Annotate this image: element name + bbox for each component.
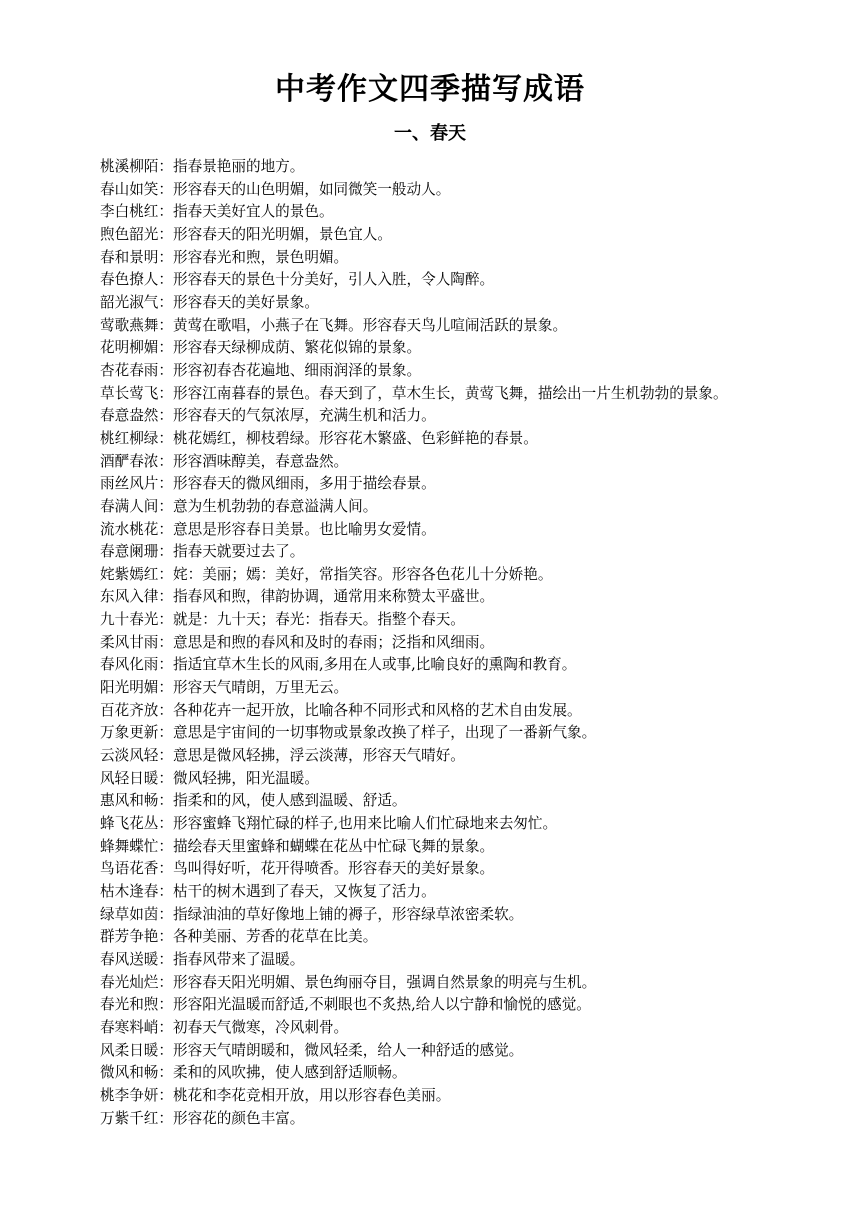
idiom-definition: 形容初春杏花遍地、细雨润泽的景象。 <box>173 361 422 379</box>
idiom-term: 春山如笑 <box>100 180 159 198</box>
idiom-definition: 形容春天的美好景象。 <box>173 293 319 311</box>
idiom-term: 鸟语花香 <box>100 860 159 878</box>
idiom-definition: 形容春天的气氛浓厚，充满生机和活力。 <box>173 407 436 425</box>
term-separator: ： <box>158 339 173 357</box>
term-separator: ： <box>158 361 173 379</box>
term-separator: ： <box>158 225 173 243</box>
section-title: 一、春天 <box>394 123 466 144</box>
idiom-term: 春意阑珊 <box>100 543 159 561</box>
term-separator: ： <box>158 701 173 719</box>
term-separator: ： <box>158 656 173 674</box>
page-title: 中考作文四季描写成语 <box>275 72 585 107</box>
idiom-term: 李白桃红 <box>100 203 159 221</box>
idiom-entry <box>66 654 796 677</box>
term-separator: ： <box>158 1109 173 1127</box>
idiom-definition: 形容花的颜色丰富。 <box>173 1109 305 1127</box>
term-separator: ： <box>158 384 173 402</box>
idiom-term: 群芳争艳 <box>100 928 159 946</box>
idiom-term: 柔风甘雨 <box>100 633 159 651</box>
idiom-term: 花明柳媚 <box>100 339 159 357</box>
idiom-definition: 初春天气微寒，冷风刺骨。 <box>173 1018 349 1036</box>
idiom-term: 春寒料峭 <box>100 1018 159 1036</box>
idiom-definition: 形容春天绿柳成荫、繁花似锦的景象。 <box>173 339 422 357</box>
idiom-term: 春意盎然 <box>100 407 159 425</box>
term-separator: ： <box>158 996 173 1014</box>
idiom-term: 春色撩人 <box>100 271 159 289</box>
term-separator: ： <box>158 973 173 991</box>
idiom-term: 微风和畅 <box>100 1064 159 1082</box>
idiom-entry <box>66 677 796 700</box>
term-separator: ： <box>158 271 173 289</box>
idiom-term: 姹紫嫣红 <box>100 565 159 583</box>
idiom-term: 万象更新 <box>100 724 159 742</box>
idiom-definition: 指绿油油的草好像地上铺的褥子，形容绿草浓密柔软。 <box>173 905 524 923</box>
term-separator: ： <box>158 407 173 425</box>
idiom-entry <box>66 722 796 745</box>
idiom-list <box>66 156 796 1130</box>
idiom-term: 春光灿烂 <box>100 973 159 991</box>
idiom-definition: 形容春天的阳光明媚，景色宜人。 <box>173 225 392 243</box>
idiom-definition: 指春景艳丽的地方。 <box>173 158 305 175</box>
term-separator: ： <box>158 928 173 946</box>
idiom-entry <box>66 700 796 723</box>
idiom-entry <box>66 632 796 655</box>
idiom-entry <box>66 586 796 609</box>
idiom-entry <box>66 337 796 360</box>
term-separator: ： <box>158 497 173 515</box>
idiom-definition: 形容春天的景色十分美好，引人入胜，令人陶醉。 <box>173 271 495 289</box>
idiom-definition: 黄莺在歌唱，小燕子在飞舞。形容春天鸟儿喧闹活跃的景象。 <box>173 316 568 334</box>
idiom-entry <box>66 1040 796 1063</box>
idiom-entry <box>66 247 796 270</box>
term-separator: ： <box>158 588 173 606</box>
idiom-term: 酒酽春浓 <box>100 452 159 470</box>
idiom-entry <box>66 1017 796 1040</box>
idiom-definition: 枯干的树木遇到了春天，又恢复了活力。 <box>173 883 436 900</box>
idiom-entry <box>66 813 796 836</box>
idiom-term: 风柔日暖 <box>100 1041 159 1059</box>
term-separator: ： <box>158 679 173 697</box>
idiom-entry <box>66 473 796 496</box>
term-separator: ： <box>158 452 173 470</box>
idiom-definition: 指春天就要过去了。 <box>173 543 305 561</box>
idiom-term: 惠风和畅 <box>100 792 159 810</box>
idiom-term: 枯木逢春 <box>100 883 159 900</box>
term-separator: ： <box>158 520 173 538</box>
idiom-definition: 形容天气晴朗暖和，微风轻柔，给人一种舒适的感觉。 <box>173 1041 524 1059</box>
idiom-definition: 描绘春天里蜜蜂和蝴蝶在花丛中忙碌飞舞的景象。 <box>173 837 495 855</box>
idiom-entry <box>66 292 796 315</box>
term-separator: ： <box>158 905 173 923</box>
idiom-definition: 指适宜草木生长的风雨,多用在人或事,比喻良好的熏陶和教育。 <box>173 656 577 674</box>
term-separator: ： <box>158 293 173 311</box>
idiom-definition: 微风轻拂，阳光温暖。 <box>173 769 319 787</box>
term-separator: ： <box>158 203 173 221</box>
idiom-term: 万紫千红 <box>100 1109 159 1127</box>
idiom-term: 桃溪柳陌 <box>100 158 159 175</box>
term-separator: ： <box>158 1041 173 1059</box>
idiom-term: 绿草如茵 <box>100 905 159 923</box>
idiom-definition: 就是：九十天；春光：指春天。指整个春天。 <box>173 611 465 629</box>
idiom-term: 煦色韶光 <box>100 225 159 243</box>
term-separator: ： <box>158 837 173 855</box>
idiom-definition: 形容蜜蜂飞翔忙碌的样子,也用来比喻人们忙碌地来去匆忙。 <box>173 815 558 833</box>
idiom-definition: 桃花嫣红，柳枝碧绿。形容花木繁盛、色彩鲜艳的春景。 <box>173 429 538 447</box>
idiom-entry <box>66 428 796 451</box>
term-separator: ： <box>158 815 173 833</box>
idiom-term: 桃红柳绿 <box>100 429 159 447</box>
idiom-definition: 姹：美丽；嫣：美好，常指笑容。形容各色花儿十分娇艳。 <box>173 565 553 583</box>
idiom-term: 桃李争妍 <box>100 1086 159 1104</box>
idiom-definition: 意思是微风轻拂，浮云淡薄，形容天气晴好。 <box>173 747 465 765</box>
idiom-term: 雨丝风片 <box>100 475 159 493</box>
idiom-term: 莺歌燕舞 <box>100 316 159 334</box>
term-separator: ： <box>158 950 173 968</box>
idiom-term: 韶光淑气 <box>100 293 159 311</box>
idiom-entry <box>66 949 796 972</box>
term-separator: ： <box>158 747 173 765</box>
term-separator: ： <box>158 1018 173 1036</box>
term-separator: ： <box>158 611 173 629</box>
idiom-entry <box>66 405 796 428</box>
idiom-entry <box>66 156 796 179</box>
term-separator: ： <box>158 316 173 334</box>
term-separator: ： <box>158 429 173 447</box>
idiom-term: 蜂舞蝶忙 <box>100 837 159 855</box>
idiom-entry <box>66 519 796 542</box>
idiom-term: 春满人间 <box>100 497 159 515</box>
term-separator: ： <box>158 248 173 266</box>
idiom-entry <box>66 609 796 632</box>
idiom-definition: 指春风带来了温暖。 <box>173 950 305 968</box>
idiom-entry <box>66 790 796 813</box>
term-separator: ： <box>158 543 173 561</box>
idiom-definition: 意思是和煦的春风和及时的春雨；泛指和风细雨。 <box>173 633 495 651</box>
idiom-entry <box>66 360 796 383</box>
term-separator: ： <box>158 792 173 810</box>
term-separator: ： <box>158 565 173 583</box>
idiom-term: 蜂飞花丛 <box>100 815 159 833</box>
idiom-entry <box>66 201 796 224</box>
term-separator: ： <box>158 769 173 787</box>
idiom-entry <box>66 858 796 881</box>
idiom-definition: 指春风和煦，律韵协调，通常用来称赞太平盛世。 <box>173 588 495 606</box>
idiom-entry <box>66 881 796 904</box>
idiom-entry <box>66 1062 796 1085</box>
idiom-entry <box>66 904 796 927</box>
idiom-term: 云淡风轻 <box>100 747 159 765</box>
idiom-term: 春光和煦 <box>100 996 159 1014</box>
idiom-term: 百花齐放 <box>100 701 159 719</box>
idiom-term: 阳光明媚 <box>100 679 159 697</box>
idiom-definition: 形容春天阳光明媚、景色绚丽夺目，强调自然景象的明亮与生机。 <box>173 973 597 991</box>
idiom-term: 草长莺飞 <box>100 384 159 402</box>
idiom-entry <box>66 269 796 292</box>
idiom-entry <box>66 745 796 768</box>
idiom-definition: 各种花卉一起开放，比喻各种不同形式和风格的艺术自由发展。 <box>173 701 582 719</box>
idiom-definition: 柔和的风吹拂，使人感到舒适顺畅。 <box>173 1064 407 1082</box>
idiom-definition: 意思是形容春日美景。也比喻男女爱情。 <box>173 520 436 538</box>
term-separator: ： <box>158 724 173 742</box>
idiom-definition: 形容春天的山色明媚，如同微笑一般动人。 <box>173 180 451 198</box>
idiom-definition: 形容春天的微风细雨，多用于描绘春景。 <box>173 475 436 493</box>
idiom-entry <box>66 496 796 519</box>
idiom-entry <box>66 1085 796 1108</box>
idiom-term: 东风入律 <box>100 588 159 606</box>
idiom-definition: 意为生机勃勃的春意溢满人间。 <box>173 497 378 515</box>
term-separator: ： <box>158 180 173 198</box>
term-separator: ： <box>158 475 173 493</box>
idiom-term: 九十春光 <box>100 611 159 629</box>
idiom-definition: 形容阳光温暖而舒适,不刺眼也不炙热,给人以宁静和愉悦的感觉。 <box>173 996 591 1014</box>
term-separator: ： <box>158 1086 173 1104</box>
idiom-entry <box>66 541 796 564</box>
idiom-definition: 形容江南暮春的景色。春天到了，草木生长，黄莺飞舞，描绘出一片生机勃勃的景象。 <box>173 384 728 402</box>
idiom-definition: 形容酒味醇美，春意盎然。 <box>173 452 349 470</box>
idiom-term: 杏花春雨 <box>100 361 159 379</box>
idiom-term: 春风送暖 <box>100 950 159 968</box>
term-separator: ： <box>158 158 173 175</box>
term-separator: ： <box>158 883 173 900</box>
idiom-term: 流水桃花 <box>100 520 159 538</box>
idiom-entry <box>66 451 796 474</box>
idiom-term: 春和景明 <box>100 248 159 266</box>
idiom-entry <box>66 994 796 1017</box>
term-separator: ： <box>158 860 173 878</box>
idiom-definition: 各种美丽、芳香的花草在比美。 <box>173 928 378 946</box>
idiom-entry <box>66 224 796 247</box>
idiom-term: 风轻日暖 <box>100 769 159 787</box>
idiom-entry <box>66 383 796 406</box>
idiom-term: 春风化雨 <box>100 656 159 674</box>
term-separator: ： <box>158 633 173 651</box>
idiom-entry <box>66 972 796 995</box>
idiom-entry <box>66 564 796 587</box>
idiom-entry <box>66 768 796 791</box>
idiom-definition: 桃花和李花竞相开放，用以形容春色美丽。 <box>173 1086 451 1104</box>
idiom-definition: 鸟叫得好听，花开得喷香。形容春天的美好景象。 <box>173 860 495 878</box>
term-separator: ： <box>158 1064 173 1082</box>
idiom-entry <box>66 315 796 338</box>
idiom-definition: 指柔和的风，使人感到温暖、舒适。 <box>173 792 407 810</box>
idiom-definition: 形容天气晴朗，万里无云。 <box>173 679 349 697</box>
idiom-entry <box>66 1108 796 1131</box>
idiom-entry <box>66 926 796 949</box>
idiom-entry <box>66 836 796 859</box>
idiom-definition: 意思是宇宙间的一切事物或景象改换了样子，出现了一番新气象。 <box>173 724 597 742</box>
idiom-entry <box>66 179 796 202</box>
idiom-definition: 形容春光和煦，景色明媚。 <box>173 248 349 266</box>
idiom-definition: 指春天美好宜人的景色。 <box>173 203 334 221</box>
